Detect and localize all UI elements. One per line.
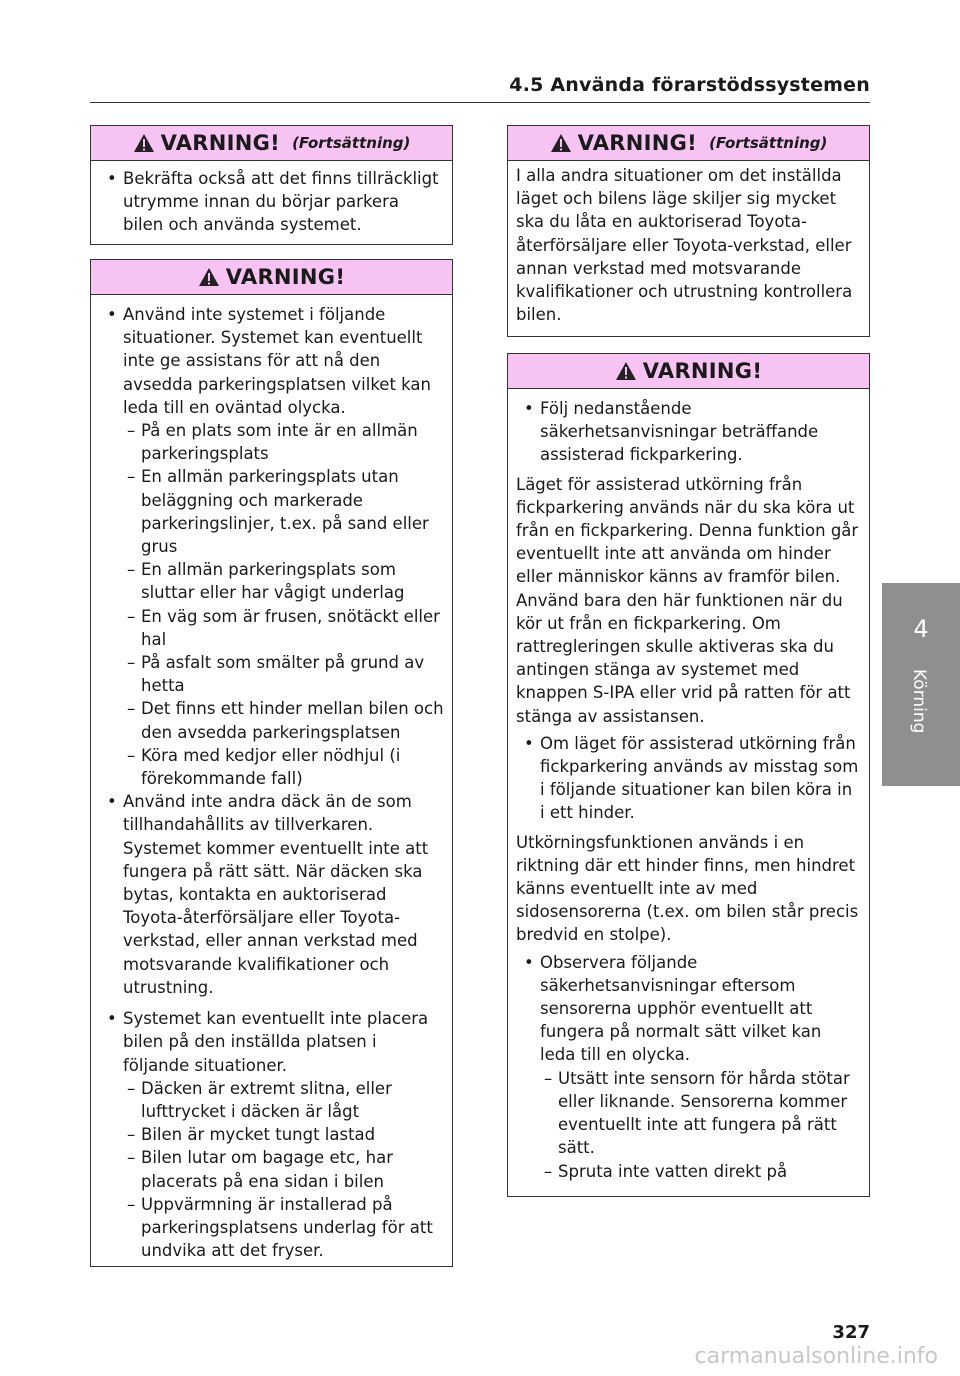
dash-item: – Utsätt inte sensorn för hårda stötar eller liknande. Sensorerna kommer eventuellt inte att fungera på rätt sätt. xyxy=(516,1067,861,1160)
paragraph: I alla andra situationer om det inställda läget och bilens läge skiljer sig mycket ska du låta en auktoriserad Toyota-återförsäljare eller Toyota-verkstad, eller annan verkstad med motsvarande kvalifikationer och utrustning kontrollera bilen. xyxy=(516,166,853,325)
bullet-item: • Bekräfta också att det finns tillräckligt utrymme innan du börjar parkera bilen och använda systemet. xyxy=(99,167,444,237)
warning-triangle-icon xyxy=(198,267,220,287)
dash-item: – Det finns ett hinder mellan bilen och den avsedda parkeringsplatsen xyxy=(99,697,444,743)
dash-item: – På en plats som inte är en allmän parkeringsplats xyxy=(99,419,444,465)
warning-box-4 xyxy=(507,353,870,1197)
dash-item: – Bilen lutar om bagage etc, har placerats på ena sidan i bilen xyxy=(99,1146,444,1192)
header-rule xyxy=(90,102,870,103)
dash-item: – Bilen är mycket tungt lastad xyxy=(99,1123,444,1146)
warning-box-2 xyxy=(90,259,453,1267)
warning-triangle-icon xyxy=(615,361,637,381)
warning-box-continued-3 xyxy=(507,125,870,337)
warning-triangle-icon xyxy=(133,133,155,153)
dash-item: – En allmän parkeringsplats som sluttar eller har vågigt underlag xyxy=(99,558,444,604)
warning-title: VARNING! xyxy=(160,131,281,155)
warning-header xyxy=(91,126,452,161)
bullet-item: • Om läget för assisterad utkörning från fickparkering används av misstag som i följande situationer kan bilen köra in i ett hinder. xyxy=(516,732,861,825)
continuation-label: (Fortsättning) xyxy=(709,134,828,152)
section-title: 4.5 Använda förarstödssystemen xyxy=(509,74,870,96)
bullet-item: • Använd inte systemet i följande situationer. Systemet kan eventuellt inte ge assistans för att nå den avsedda parkeringsplatsen vilket kan leda till en oväntad olycka. xyxy=(99,303,444,419)
bullet-item: • Systemet kan eventuellt inte placera bilen på den inställda platsen i följande situationer. xyxy=(99,1007,444,1077)
page-number: 327 xyxy=(832,1322,870,1343)
dash-item: – Spruta inte vatten direkt på xyxy=(516,1160,861,1183)
watermark: carmanualsonline.info xyxy=(694,1344,938,1369)
paragraph: Läget för assisterad utkörning från fickparkering används när du ska köra ut från en fickparkering. Denna funktion går eventuellt inte att använda om hinder eller människor känns av framför bilen. Använd bara den här funktionen när du kör ut från en fickparkering. Om rattregleringen skulle aktiveras ska du antingen stänga av systemet med knappen S-IPA eller vrid på ratten för att stänga av assistansen. xyxy=(516,474,859,726)
dash-item: – På asfalt som smälter på grund av hetta xyxy=(99,651,444,697)
bullet-item: • Följ nedanstående säkerhetsanvisningar beträffande assisterad fickparkering. xyxy=(516,397,861,467)
warning-triangle-icon xyxy=(550,133,572,153)
dash-item: – En väg som är frusen, snötäckt eller hal xyxy=(99,605,444,651)
chapter-number: 4 xyxy=(913,615,929,643)
warning-title: VARNING! xyxy=(225,265,346,289)
chapter-label: Körning xyxy=(909,669,929,734)
bullet-item: • Observera följande säkerhetsanvisningar eftersom sensorerna upphör eventuellt att fungera på normalt sätt vilket kan leda till en olycka. xyxy=(516,951,861,1067)
warning-header xyxy=(508,126,869,161)
dash-item: – Uppvärmning är installerad på parkeringsplatsens underlag för att undvika att det fryser. xyxy=(99,1193,444,1263)
continuation-label: (Fortsättning) xyxy=(292,134,411,152)
bullet-item: • Använd inte andra däck än de som tillhandahållits av tillverkaren. Systemet kommer eventuellt inte att fungera på rätt sätt. När däcken ska bytas, kontakta en auktoriserad Toyota-återförsäljare eller Toyota-verkstad, eller annan verkstad med motsvarande kvalifikationer och utrustning. xyxy=(99,790,444,999)
dash-item: – Däcken är extremt slitna, eller lufttrycket i däcken är lågt xyxy=(99,1077,444,1123)
paragraph: Utkörningsfunktionen används i en riktning där ett hinder finns, men hindret känns eventuellt inte av med sidosensorerna (t.ex. om bilen står precis bredvid en stolpe). xyxy=(516,832,859,945)
dash-item: – Köra med kedjor eller nödhjul (i förekommande fall) xyxy=(99,744,444,790)
warning-title: VARNING! xyxy=(577,131,698,155)
warning-header xyxy=(91,260,452,295)
dash-item: – En allmän parkeringsplats utan beläggning och markerade parkeringslinjer, t.ex. på sand eller grus xyxy=(99,465,444,558)
warning-title: VARNING! xyxy=(642,359,763,383)
warning-box-continued-1 xyxy=(90,125,453,245)
warning-header xyxy=(508,354,869,389)
chapter-side-tab xyxy=(882,583,960,786)
